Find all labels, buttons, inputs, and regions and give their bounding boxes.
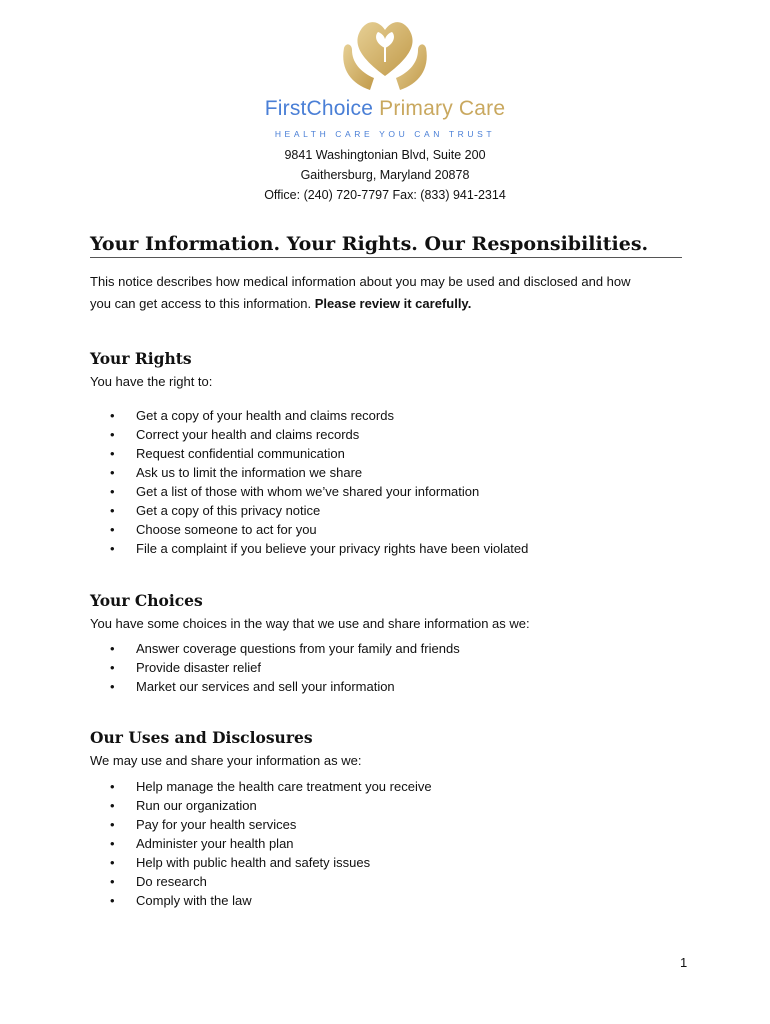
brand-first: FirstChoice: [264, 97, 374, 120]
rights-intro: You have the right to:: [90, 374, 213, 389]
heart-hands-logo-icon: [330, 14, 440, 94]
rights-heading: Your Rights: [90, 349, 192, 368]
page-number: 1: [680, 955, 688, 970]
intro-line-1: This notice describes how medical information about you may be used and disclosed and how: [90, 274, 631, 289]
list-item: • Request confidential communication: [110, 446, 345, 461]
list-item: • Market our services and sell your information: [110, 679, 395, 694]
uses-heading: Our Uses and Disclosures: [90, 728, 313, 747]
choices-list: [110, 639, 460, 696]
address-line-1: 9841 Washingtonian Blvd, Suite 200: [284, 148, 486, 162]
list-item: • Get a copy of this privacy notice: [110, 503, 321, 518]
list-item: • Ask us to limit the information we share: [110, 465, 363, 480]
page-title: Your Information. Your Rights. Our Responsibilities.: [90, 233, 682, 258]
list-item: • Get a copy of your health and claims records: [110, 408, 394, 423]
list-item: • Do research: [110, 874, 207, 889]
address-line-2: Gaithersburg, Maryland 20878: [300, 168, 470, 182]
logo: [0, 14, 770, 94]
intro-paragraph: [90, 271, 690, 315]
uses-intro: We may use and share your information as we:: [90, 753, 362, 768]
list-item: • Run our organization: [110, 798, 257, 813]
choices-heading: Your Choices: [90, 591, 203, 610]
brand-second: Primary Care: [379, 97, 506, 120]
list-item: • Choose someone to act for you: [110, 522, 317, 537]
list-item: • Help with public health and safety issues: [110, 855, 371, 870]
list-item: • Correct your health and claims records: [110, 427, 360, 442]
list-item: • Answer coverage questions from your family and friends: [110, 641, 460, 656]
list-item: • Provide disaster relief: [110, 660, 261, 675]
list-item: • Get a list of those with whom we’ve shared your information: [110, 484, 480, 499]
intro-line-2: you can get access to this information.: [90, 296, 315, 311]
list-item: • File a complaint if you believe your privacy rights have been violated: [110, 541, 529, 556]
intro-bold: Please review it carefully.: [314, 296, 472, 311]
list-item: • Comply with the law: [110, 893, 252, 908]
rights-list: [110, 406, 528, 558]
list-item: • Pay for your health services: [110, 817, 297, 832]
brand-name: [0, 97, 770, 121]
tagline: HEALTH CARE YOU CAN TRUST: [274, 129, 496, 139]
uses-list: [110, 777, 432, 910]
choices-intro: You have some choices in the way that we use and share information as we:: [90, 616, 530, 631]
contact-line: Office: (240) 720-7797 Fax: (833) 941-2314: [264, 188, 506, 202]
list-item: • Help manage the health care treatment you receive: [110, 779, 432, 794]
list-item: • Administer your health plan: [110, 836, 294, 851]
